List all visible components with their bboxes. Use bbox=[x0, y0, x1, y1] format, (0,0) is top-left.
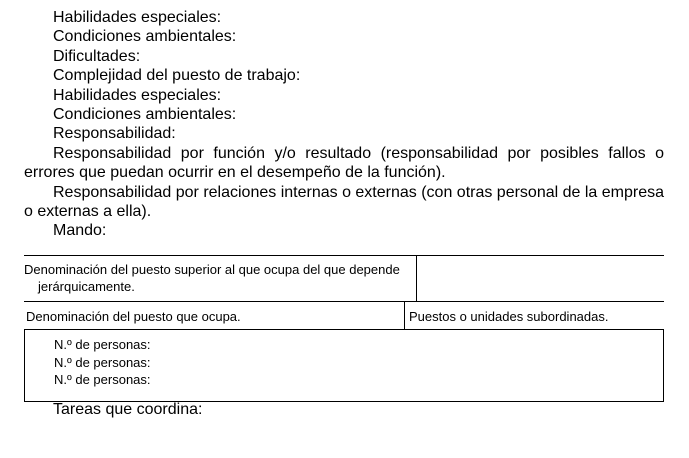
tareas-label: Tareas que coordina: bbox=[53, 401, 203, 418]
personas-line: N.º de personas: bbox=[54, 354, 151, 370]
text-line: Complejidad del puesto de trabajo: bbox=[53, 67, 301, 85]
subordinados-cell: Puestos o unidades subordinadas. bbox=[409, 309, 609, 324]
text-paragraph: Responsabilidad por función y/o resultado (responsabilidad por posibles fallos o errores que puedan ocurrir en el desempeño de la función). bbox=[24, 144, 664, 182]
text-line: Responsabilidad: bbox=[53, 125, 176, 143]
text-line: Condiciones ambientales: bbox=[53, 106, 237, 124]
table-row bbox=[24, 255, 664, 302]
text-line: Condiciones ambientales: bbox=[53, 28, 237, 46]
text-line: Habilidades especiales: bbox=[53, 86, 222, 104]
org-table bbox=[24, 255, 664, 402]
personas-box bbox=[24, 330, 664, 402]
personas-line: N.º de personas: bbox=[54, 372, 151, 387]
personas-line: N.º de personas: bbox=[54, 337, 151, 352]
text-paragraph: Responsabilidad por relaciones internas o externas (con otras personal de la empresa o externas a ella). bbox=[24, 183, 665, 221]
table-row bbox=[24, 302, 664, 330]
empty-cell bbox=[417, 256, 664, 301]
text-line: Mando: bbox=[53, 222, 107, 240]
superior-cell: Denominación del puesto superior al que ocupa del que depende jerárquicamente. bbox=[24, 256, 417, 301]
text-line: Habilidades especiales: bbox=[53, 9, 222, 26]
puesto-cell: Denominación del puesto que ocupa. bbox=[24, 302, 405, 329]
text-line: Dificultades: bbox=[53, 47, 141, 65]
document-body bbox=[24, 8, 664, 241]
